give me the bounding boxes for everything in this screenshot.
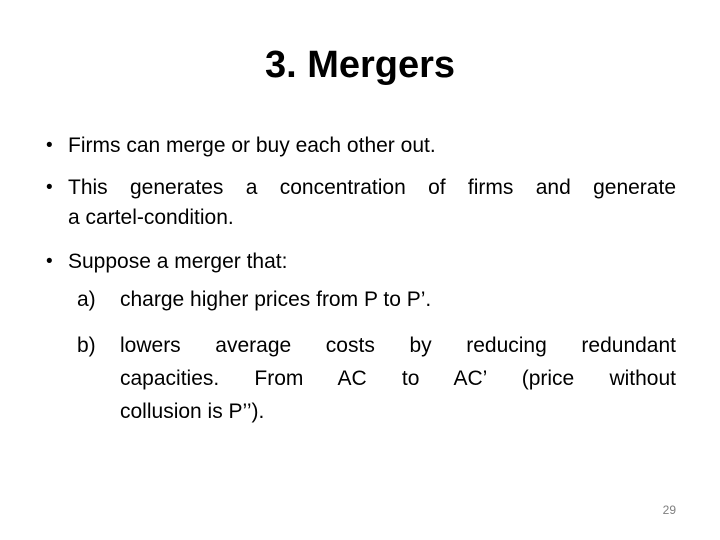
bullet-item	[46, 173, 676, 233]
bullet-item	[46, 247, 676, 277]
bullet-line: Firms can merge or buy each other out.	[68, 134, 436, 157]
bullet-line: charge higher prices from P to P’.	[120, 288, 432, 311]
bullet-marker: •	[46, 135, 53, 156]
bullet-line: Suppose a merger that:	[68, 250, 288, 273]
bullet-line: lowers average costs by reducing redundant	[120, 334, 676, 357]
bullet-item	[46, 131, 676, 161]
bullet-marker: •	[46, 251, 53, 272]
bullet-marker: •	[46, 177, 53, 198]
page-number: 29	[662, 503, 676, 517]
sub-item-b	[77, 329, 676, 428]
bullet-text	[68, 131, 676, 161]
sub-item-marker: a)	[77, 288, 96, 311]
sub-item-marker: b)	[77, 334, 96, 357]
bullet-line: collusion is P’’).	[120, 400, 265, 423]
bullet-text	[68, 247, 676, 277]
bullet-line: This generates a concentration of firms and generate	[68, 176, 676, 199]
sub-item-text	[120, 329, 676, 428]
sub-item-text	[120, 285, 676, 315]
sub-item-a	[77, 285, 676, 315]
bullet-text	[68, 173, 676, 233]
slide-title: 3. Mergers	[264, 44, 456, 86]
bullet-line: capacities. From AC to AC’ (price without	[120, 367, 676, 390]
slide-body	[46, 131, 676, 428]
bullet-line: a cartel-condition.	[68, 206, 234, 229]
